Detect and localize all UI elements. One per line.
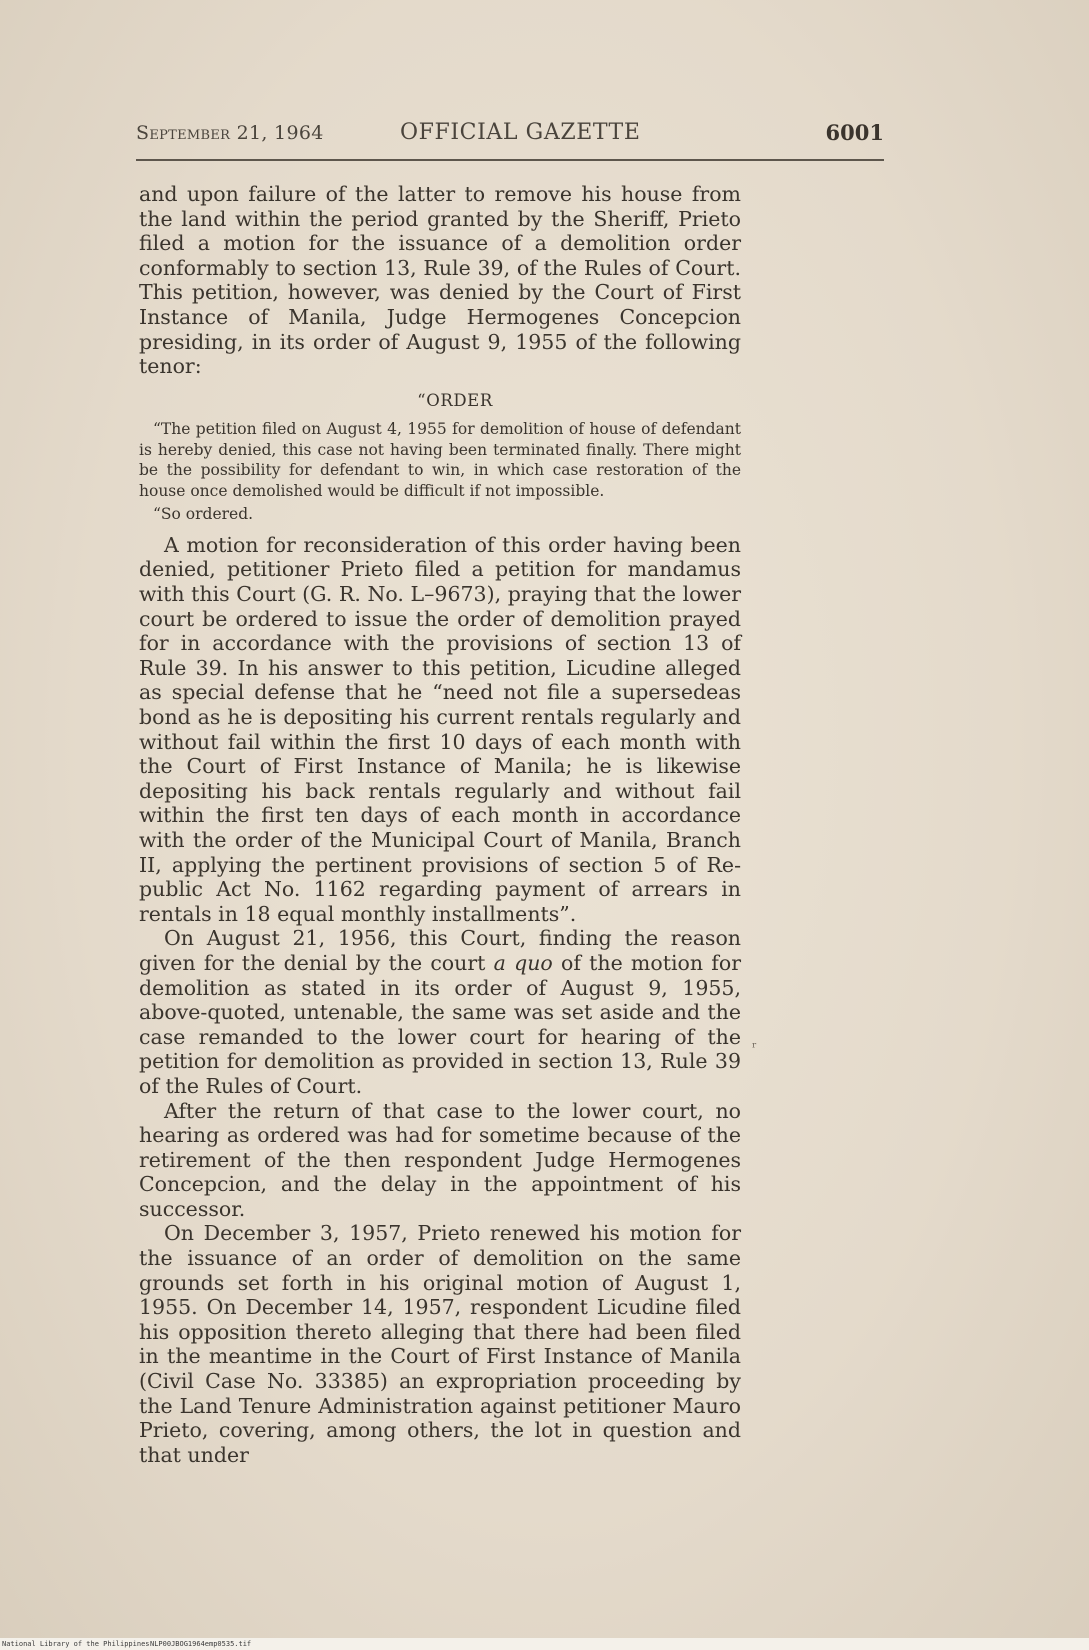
order-heading: “ORDER: [417, 390, 493, 410]
header-rule: [136, 159, 884, 161]
library-credit: National Library of the Philippines: [2, 1640, 150, 1648]
paragraph-3-text-a: On August 21, 1956, this Court, finding the reason given for the denial by the court: [139, 926, 741, 975]
paragraph-3: [139, 926, 741, 1098]
order-quote: “The petition filed on August 4, 1955 for demolition of house of defendant is hereby denied, this case not having been terminated finally. There might be the possibility for defendant to win, in which case restoration of the house once demolished would be difficult if not impossible.: [139, 420, 741, 500]
publication-title: OFFICIAL GAZETTE: [400, 120, 641, 145]
paragraph-1: and upon failure of the latter to remove his house from the land within the period granted by the Sheriff, Prieto filed a motion for the issuance of a demolition order conformably to section 13, Rule 39, of the Rules of Court. This petition, however, was denied by the Court of First Instance of Manila, Judge Hermogenes Concepcion presiding, in its order of August 9, 1955 of the following tenor:: [139, 182, 741, 379]
paragraph-3-text-b: of the motion for demolition as stated in its order of August 9, 1955, above-quoted, untenable, the same was set aside and the case remanded to the lower court for hearing of the petition for demolition as provided in section 13, Rule 39 of the Rules of Court.: [139, 950, 742, 1098]
order-closing: “So ordered.: [153, 505, 254, 524]
paragraph-5: On December 3, 1957, Prieto renewed his motion for the issuance of an order of demolition on the same grounds set forth in his original motion of August 1, 1955. On December 14, 1957, respondent Licudine filed his opposition thereto alleging that there had been filed in the meantime in the Court of First Instance of Manila (Civil Case No. 33385) an expropriation proceeding by the Land Tenure Administration against petitioner Mauro Prieto, covering, among others, the lot in question and that under: [139, 1221, 741, 1467]
page-number: 6001: [825, 120, 884, 145]
issue-date: September 21, 1964: [136, 122, 324, 144]
scan-footer: [0, 1638, 1089, 1650]
latin-term: a quo: [493, 950, 553, 975]
article-body: [139, 182, 741, 1467]
scan-filename: NLP00JBOG1964emp0535.tif: [150, 1640, 252, 1648]
paragraph-2: A motion for reconsideration of this order having been denied, petitioner Prieto filed a petition for mandamus with this Court (G. R. No. L–9673), praying that the lower court be ordered to issue the order of demolition prayed for in accordance with the provisions of section 13 of Rule 39. In his answer to this petition, Licudine alleged as special defense that he “need not file a supersedeas bond as he is depositing his current rentals regularly and without fail within the first 10 days of each month with the Court of First Instance of Manila; he is likewise depositing his back rentals regularly and without fail within the first ten days of each month in accordance with the order of the Municipal Court of Manila, Branch II, applying the pertinent provisions of section 5 of Republic Act No. 1162 regarding payment of arrears in rentals in 18 equal monthly installments”.: [139, 532, 741, 926]
running-header: [136, 122, 884, 156]
paragraph-4: After the return of that case to the lower court, no hearing as ordered was had for sometime because of the retirement of the then respondent Judge Hermogenes Concepcion, and the delay in the appointment of his successor.: [139, 1098, 741, 1221]
margin-mark: ʳ: [752, 1040, 757, 1056]
